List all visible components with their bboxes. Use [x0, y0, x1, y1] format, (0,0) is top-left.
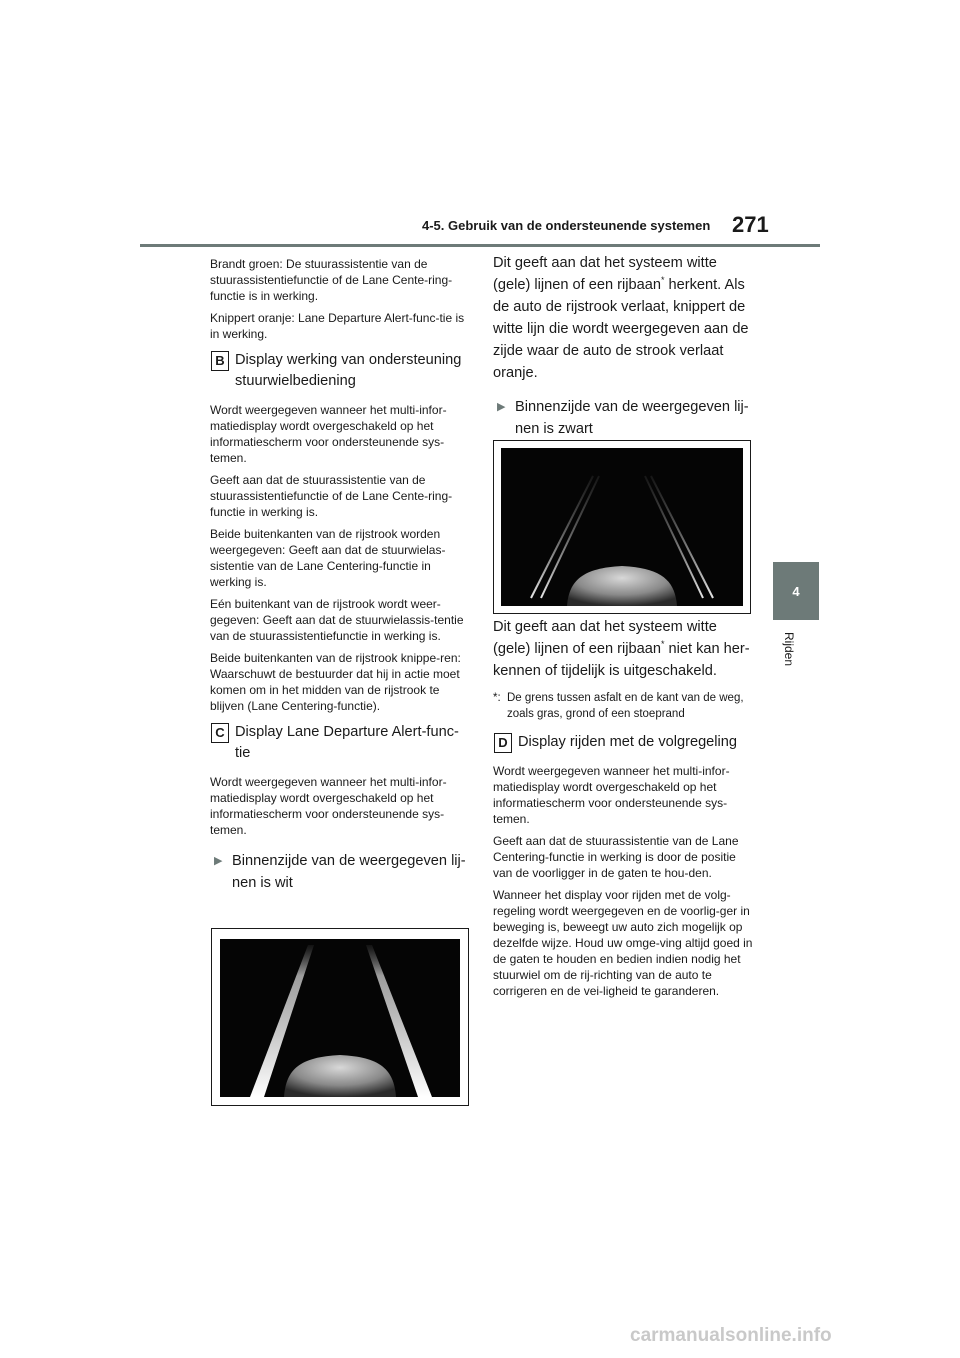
- lane-white-illustration: [220, 939, 460, 1097]
- display-screen-white: [220, 939, 460, 1097]
- section-c-paragraph: Wordt weergegeven wanneer het multi-infor-matiedisplay wordt overgeschakeld op het informatiescherm voor ondersteunende sys-temen.: [210, 775, 447, 837]
- footnote-asterisk: *: [660, 639, 665, 650]
- paragraph-detect-text-1: Dit geeft aan dat het systeem witte (gele) lijnen of een rijbaan: [493, 255, 717, 293]
- section-b-title: Display werking van ondersteuning stuurwielbediening: [235, 352, 462, 389]
- header-divider: [140, 244, 820, 247]
- section-letter-c: C: [211, 723, 229, 743]
- section-letter-d: D: [494, 733, 512, 753]
- footnote-text: De grens tussen asfalt en de kant van de weg, zoals gras, grond of een stoeprand: [507, 692, 744, 720]
- bullet-arrow-icon: ▶: [497, 401, 506, 413]
- display-screen-black: [501, 448, 743, 606]
- bullet-arrow-icon: ▶: [214, 855, 223, 867]
- figure-black-lanes: [493, 440, 751, 614]
- section-d-heading: [493, 732, 753, 753]
- section-b-paragraph: Beide buitenkanten van de rijstrook knippe-ren: Waarschuwt de bestuurder dat hij in actie moet komen om in het midden van de rijstrook te blijven (Lane Centering-functie).: [210, 651, 461, 713]
- figure-white-lanes: [211, 928, 469, 1106]
- paragraph-no-detect: [493, 616, 753, 682]
- section-b-paragraph: Beide buitenkanten van de rijstrook worden weergegeven: Geeft aan dat de stuurwielas-sistentie van de Lane Centering-functie in werking is.: [210, 527, 446, 589]
- section-c-title: Display Lane Departure Alert-func-tie: [235, 724, 459, 761]
- right-column-bottom: [493, 616, 753, 1005]
- section-b-paragraph: Wordt weergegeven wanneer het multi-infor-matiedisplay wordt overgeschakeld op het informatiescherm voor ondersteunende sys-temen.: [210, 403, 447, 465]
- section-d-paragraph: Geeft aan dat de stuurassistentie van de Lane Centering-functie in werking is door de positie van de voorligger in de gaten te hou-den.: [493, 834, 739, 880]
- chapter-label: [782, 632, 812, 692]
- bullet-black-lines: [493, 396, 753, 440]
- paragraph-detect-text-2: herkent. Als de auto de rijstrook verlaat, knippert de witte lijn die wordt weergegeven aan de zijde waar de auto de strook verlaat oranje.: [493, 277, 749, 381]
- footnote-mark: *:: [493, 692, 501, 704]
- section-c-heading: [210, 722, 470, 764]
- section-title: 4-5. Gebruik van de ondersteunende systemen: [422, 218, 711, 233]
- footnote-asterisk: *: [660, 275, 665, 286]
- section-d-paragraph: Wordt weergegeven wanneer het multi-infor-matiedisplay wordt overgeschakeld op het informatiescherm voor ondersteunende sys-temen.: [493, 764, 730, 826]
- section-d-title: Display rijden met de volgregeling: [518, 734, 738, 750]
- paragraph-orange: Knippert oranje: Lane Departure Alert-func-tie is in werking.: [210, 311, 465, 341]
- section-letter-b: B: [211, 351, 229, 371]
- right-column-top: [493, 252, 753, 450]
- watermark: carmanualsonline.info: [630, 1325, 832, 1346]
- section-b-paragraph: Eén buitenkant van de rijstrook wordt weer-gegeven: Geeft aan dat de stuurwielassis-tentie van de stuurassistentiefunctie in werking is.: [210, 597, 464, 643]
- section-b-paragraph: Geeft aan dat de stuurassistentie van de stuurassistentiefunctie of de Lane Cente-ring-functie in werking is.: [210, 473, 453, 519]
- bullet-white-lines: [210, 850, 470, 894]
- chapter-tab: 4: [773, 562, 819, 620]
- bullet-white-text: Binnenzijde van de weergegeven lij-nen is wit: [232, 853, 466, 891]
- footnote: [493, 690, 753, 722]
- bullet-black-text: Binnenzijde van de weergegeven lij-nen is zwart: [515, 399, 749, 437]
- paragraph-detect: [493, 252, 753, 384]
- lane-black-illustration: [501, 448, 743, 606]
- section-d-paragraph: Wanneer het display voor rijden met de volg-regeling wordt weergegeven en de voorlig-ger in beweging is, beweegt uw auto zich mogelijk op dezelfde wijze. Houd uw omge-ving altijd goed in de gaten te houden en bedien indien nodig het stuurwiel om de rij-richting van de auto te corrigeren en de vei-ligheid te garanderen.: [493, 888, 753, 998]
- left-column: [210, 256, 470, 904]
- page-number: 271: [732, 212, 769, 237]
- paragraph-no-detect-text-2: niet kan her-kennen of tijdelijk is uitgeschakeld.: [493, 641, 750, 679]
- paragraph-green: Brandt groen: De stuurassistentie van de stuurassistentiefunctie of de Lane Cente-ring-functie is in werking.: [210, 257, 453, 303]
- section-b-heading: [210, 350, 470, 392]
- chapter-label-text: Rijden: [782, 632, 796, 667]
- paragraph-no-detect-text-1: Dit geeft aan dat het systeem witte (gele) lijnen of een rijbaan: [493, 619, 717, 657]
